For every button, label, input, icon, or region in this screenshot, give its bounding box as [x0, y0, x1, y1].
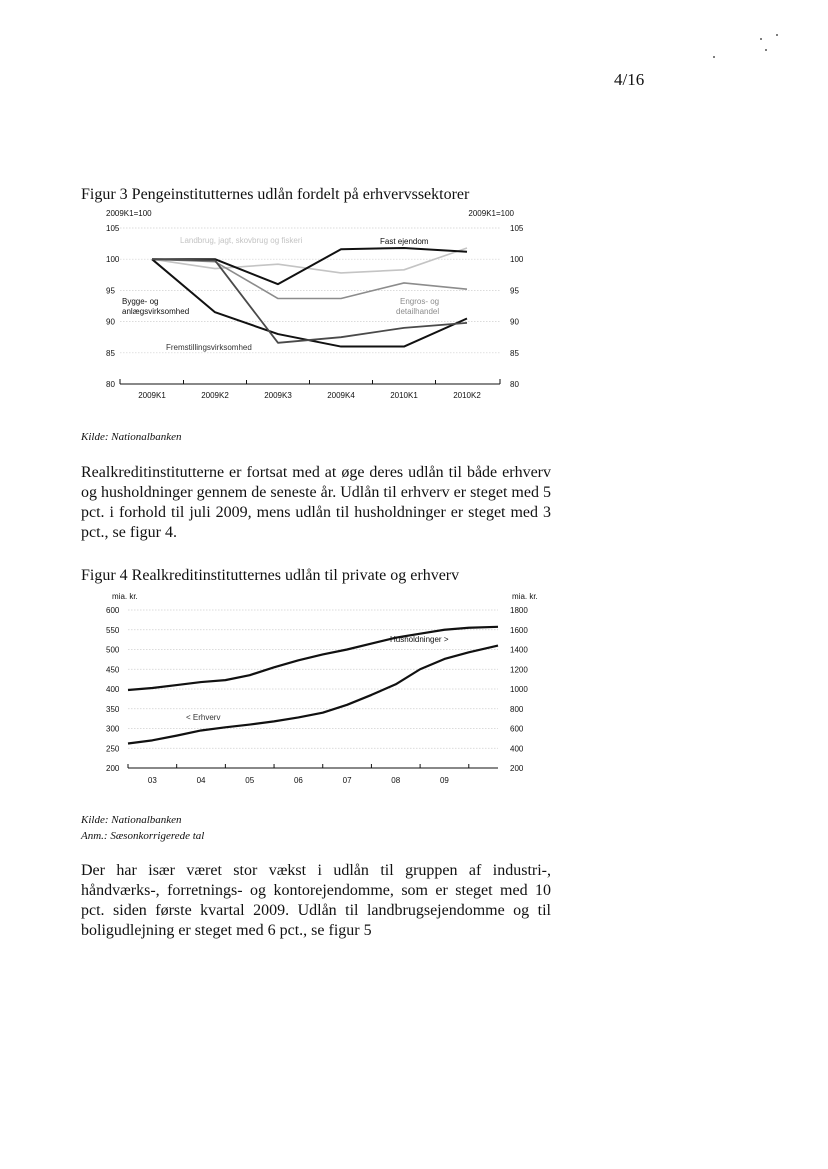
- fig4-y-tick-right: 1400: [510, 645, 528, 655]
- figure4-source: Kilde: Nationalbanken: [81, 814, 182, 826]
- fig3-series-label: anlægsvirksomhed: [122, 307, 190, 316]
- fig4-y-tick-right: 1800: [510, 606, 528, 615]
- fig4-y-tick-left: 400: [106, 685, 120, 694]
- paragraph-1: Realkreditinstitutterne er fortsat med at øge deres udlån til både erhverv og husholdninger gennem de seneste år. Udlån til erhverv er steget med 5 pct. i forhold til juli 2009, mens udlån til husholdninger er steget med 3 pct., se figur 4.: [81, 464, 551, 541]
- fig3-y-tick-left: 100: [106, 255, 120, 265]
- fig4-y-tick-right: 800: [510, 704, 524, 714]
- fig4-y-tick-right: 600: [510, 724, 524, 734]
- fig4-y-tick-left: 300: [106, 724, 120, 734]
- fig4-y-tick-right: 1600: [510, 625, 528, 635]
- fig3-x-tick-label: 2009K3: [264, 391, 292, 400]
- fig3-x-tick-label: 2010K2: [453, 391, 481, 400]
- fig3-x-tick-label: 2009K2: [201, 391, 229, 400]
- figure3-source: Kilde: Nationalbanken: [81, 431, 182, 443]
- fig3-y-tick-right: 90: [510, 317, 519, 327]
- page-number: 4/16: [614, 70, 645, 89]
- fig3-series-label: Engros- og: [400, 297, 440, 306]
- fig4-x-tick-label: 07: [342, 776, 352, 785]
- fig3-x-tick-label: 2010K1: [390, 391, 418, 400]
- fig4-y-tick-left: 250: [106, 744, 120, 754]
- fig4-left-axis-label: mia. kr.: [112, 592, 138, 601]
- figure4-title: Figur 4 Realkreditinstitutternes udlån til private og erhverv: [81, 567, 460, 584]
- fig3-y-tick-left: 80: [106, 380, 115, 389]
- fig3-series-label: detailhandel: [396, 307, 440, 316]
- fig3-x-tick-label: 2009K4: [327, 391, 355, 400]
- fig3-y-tick-left: 95: [106, 286, 115, 296]
- fig4-y-tick-left: 350: [106, 704, 120, 714]
- fig4-y-tick-right: 200: [510, 764, 524, 773]
- fig4-series-label: Husholdninger >: [390, 635, 449, 644]
- fig3-y-tick-left: 85: [106, 348, 115, 358]
- fig4-x-tick-label: 06: [293, 776, 303, 785]
- fig4-x-tick-label: 05: [245, 776, 255, 785]
- fig3-y-tick-right: 85: [510, 348, 519, 358]
- fig4-y-tick-left: 200: [106, 764, 120, 773]
- fig4-x-tick-label: 09: [439, 776, 449, 785]
- fig4-x-tick-label: 03: [147, 776, 157, 785]
- fig4-y-tick-right: 400: [510, 744, 524, 754]
- fig3-left-axis-label: 2009K1=100: [106, 209, 152, 218]
- fig3-y-tick-right: 100: [510, 255, 524, 265]
- fig4-y-tick-right: 1000: [510, 685, 528, 694]
- fig3-y-tick-right: 105: [510, 224, 524, 233]
- fig4-y-tick-right: 1200: [510, 665, 528, 675]
- fig3-y-tick-right: 80: [510, 380, 519, 389]
- fig4-y-tick-left: 450: [106, 665, 120, 675]
- fig4-y-tick-left: 500: [106, 645, 120, 655]
- fig4-right-axis-label: mia. kr.: [512, 592, 538, 601]
- figure3-title: Figur 3 Pengeinstitutternes udlån fordelt på erhvervssektorer: [81, 186, 470, 203]
- fig4-y-tick-left: 600: [106, 606, 120, 615]
- fig3-y-tick-left: 90: [106, 317, 115, 327]
- fig3-series-label: Bygge- og: [122, 297, 159, 306]
- fig4-x-tick-label: 04: [196, 776, 206, 785]
- fig4-x-tick-label: 08: [391, 776, 401, 785]
- fig4-series-label: < Erhverv: [186, 713, 221, 722]
- fig3-series-label: Landbrug, jagt, skovbrug og fiskeri: [180, 236, 303, 245]
- fig3-x-tick-label: 2009K1: [138, 391, 166, 400]
- paragraph-2: Der har især været stor vækst i udlån til gruppen af industri-, håndværks-, forretnings- og kontorejendomme, som er steget med 10 pct. siden første kvartal 2009. Udlån til landbrugsejendomme og til boligudlejning er steget med 6 pct., se figur 5: [81, 862, 551, 939]
- fig3-right-axis-label: 2009K1=100: [468, 209, 514, 218]
- figure4-note: Anm.: Sæsonkorrigerede tal: [81, 830, 205, 842]
- fig3-series-label: Fast ejendom: [380, 237, 429, 246]
- fig3-y-tick-left: 105: [106, 224, 120, 233]
- fig4-y-tick-left: 550: [106, 625, 120, 635]
- fig3-y-tick-right: 95: [510, 286, 519, 296]
- fig3-series-label: Fremstillingsvirksomhed: [166, 343, 252, 352]
